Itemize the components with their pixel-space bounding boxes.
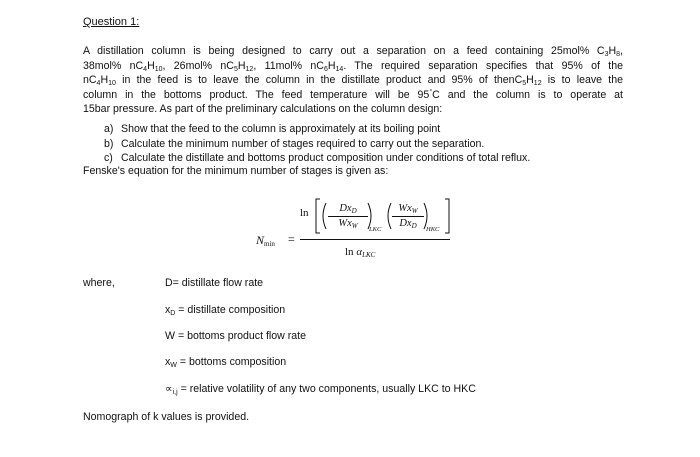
paragraph-line: 15bar pressure. As part of the preliminary calculations on the column design: — [83, 103, 443, 116]
paragraph-line: $nC_4H_{10}$ in the feed is to leave the column in the distillate product and 95% of $thenC_5H_{12}$ is to leave the — [83, 74, 624, 88]
definition-symbol: W — [165, 330, 175, 342]
definition-symbol: x — [165, 356, 171, 368]
fenske-equation — [256, 195, 456, 267]
equation-ln-numerator: ln — [300, 207, 309, 219]
definition-item: $x_W$ = bottoms composition — [165, 356, 287, 369]
task-item — [104, 151, 530, 166]
footer-note: Nomograph of k values is provided. — [83, 411, 250, 423]
paragraph-line: 38mol% $nC_4H_{10}$, 26mol% $nC_5H_{12}$, 11mol% $nC_6H_{14}$. The required separation specifies that 95% of the — [83, 59, 624, 73]
task-list — [104, 122, 530, 166]
definition-symbol: x — [165, 304, 171, 316]
equation-denominator: $\ln \alpha_{LKC}$ — [345, 246, 376, 259]
definition-text: = distillate flow rate — [172, 277, 264, 289]
definition-item: $\propto_{i,j}$ = relative volatility of any two components, usually LKC to HKC — [165, 383, 476, 396]
definition-text: = bottoms composition — [176, 356, 287, 368]
equation-equals: = — [288, 232, 295, 246]
task-item — [104, 137, 530, 152]
definition-symbol: ∝ — [165, 383, 173, 395]
fenske-intro: Fenske's equation for the minimum number of stages is given as: — [83, 165, 389, 177]
definition-text: = relative volatility of any two components, usually LKC to HKC — [177, 383, 476, 395]
task-item-text: Show that the feed to the column is approximately at its boiling point — [121, 123, 441, 135]
definition-text: = bottoms product flow rate — [175, 330, 307, 342]
task-item — [104, 122, 530, 137]
task-item-text: Calculate the minimum number of stages required to carry out the separation. — [121, 137, 485, 150]
task-item-label: b) — [104, 137, 114, 150]
definition-text: = distillate composition — [175, 304, 286, 316]
equation-lhs: $N_{min}$ — [256, 233, 275, 248]
equation-fraction-hkc: $Wx_W$ $Dx_D$ — [392, 203, 424, 230]
paragraph-line: column in the bottoms product. The feed temperature will be 95°C and the column is to operate at — [83, 88, 623, 101]
task-item-text: Calculate the distillate and bottoms product composition under conditions of total reflux. — [121, 152, 531, 165]
problem-paragraph — [83, 44, 623, 117]
equation-tag-lkc: LKC — [369, 226, 382, 233]
definition-item: $x_D$ = distillate composition — [165, 304, 286, 317]
task-item-label: a) — [104, 123, 114, 135]
definition-item — [165, 278, 263, 289]
equation-main-bar — [300, 239, 450, 240]
equation-tag-hkc: HKC — [426, 226, 440, 233]
equation-fraction-lkc: $Dx_D$ $Wx_W$ — [328, 203, 368, 230]
definition-symbol: D — [165, 277, 173, 289]
question-heading: Question 1: — [83, 16, 140, 28]
where-label: where, — [83, 277, 115, 289]
paragraph-line: A distillation column is being designed to carry out a separation on a feed containing 25mol% $C_3H_8$, — [83, 45, 623, 58]
task-item-label: c) — [104, 152, 113, 165]
definition-item — [165, 331, 306, 342]
